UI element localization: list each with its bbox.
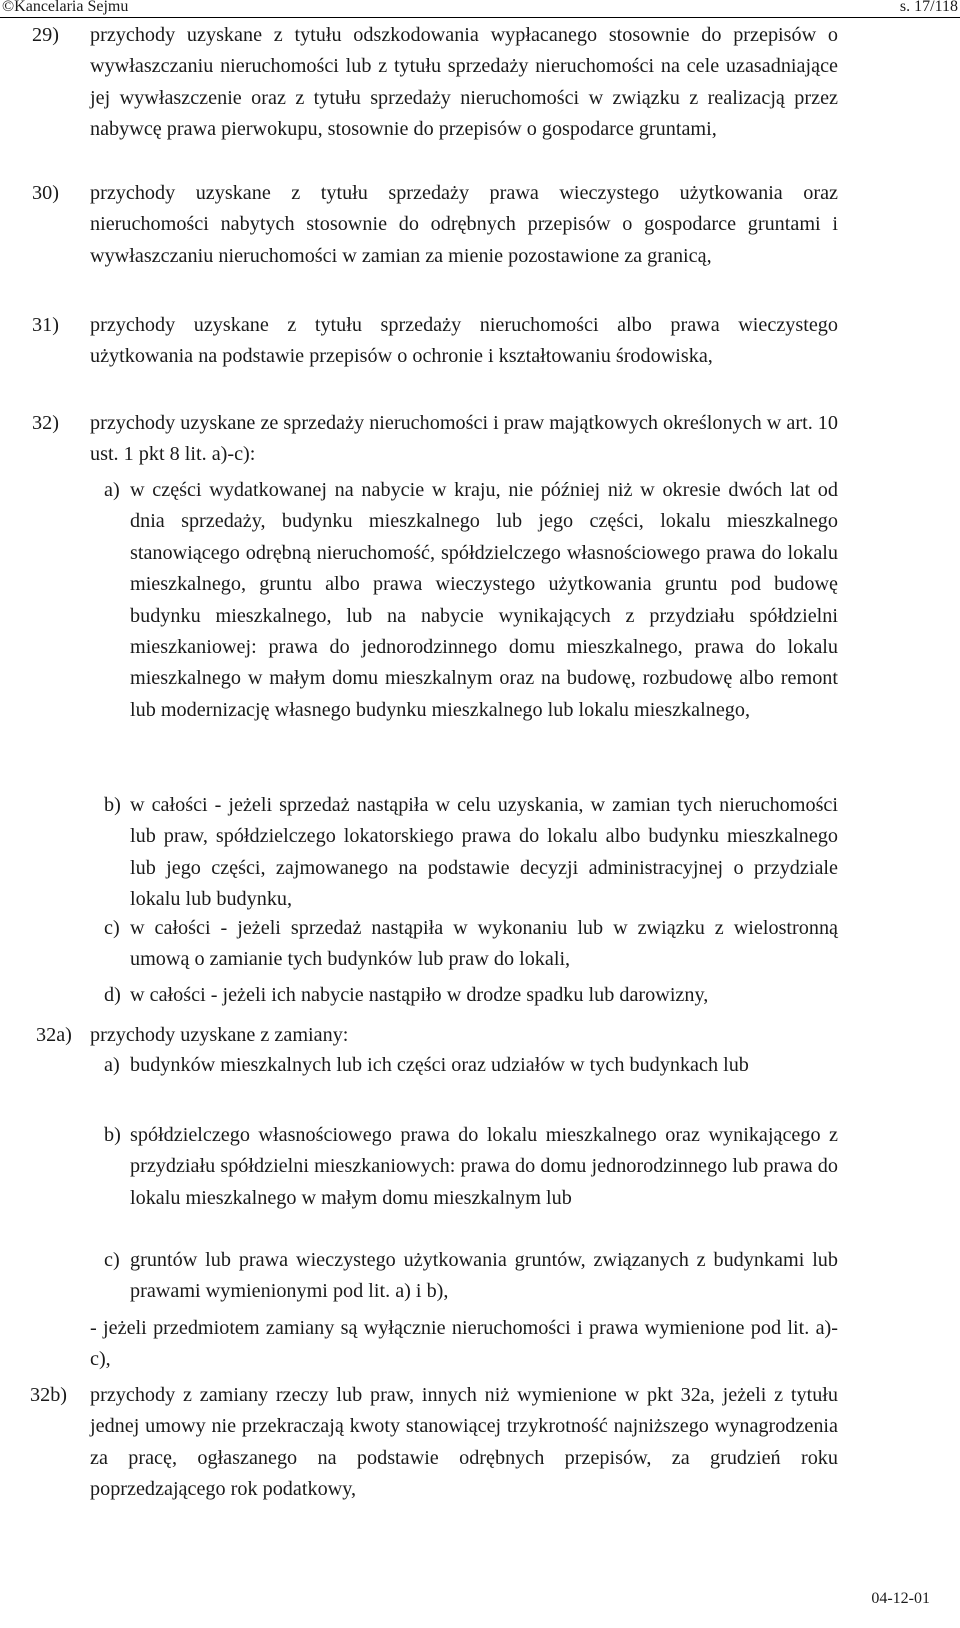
item-number-32: 32) (32, 412, 59, 434)
item-32-lit-c-number: c) (104, 917, 120, 939)
item-32a-lit-b-number: b) (104, 1124, 121, 1146)
item-32-lit-a-text: w części wydatkowanej na nabycie w kraju, nie później niż w okresie dwóch lat od dnia sprzedaży, budynku mieszkalnego lub jego części, lokalu mieszkalnego stanowiącego odrębną nieruchomość, spółdzielczego własnościowego prawa do lokalu mieszkalnego, gruntu albo prawa wieczystego użytkowania gruntu pod budowę budynku mieszkalnego, lub na nabycie wynikających z przydziału spółdzielni mieszkaniowej: prawa do jednorodzinnego domu mieszkalnego, prawa do lokalu mieszkalnego w małym domu mieszkalnym oraz na budowę, rozbudowę albo remont lub modernizację własnego budynku mieszkalnego lub lokalu mieszkalnego, (130, 479, 838, 721)
header-page-number: s. 17/118 (899, 0, 958, 15)
item-32a-lit-b-text: spółdzielczego własnościowego prawa do lokalu mieszkalnego oraz wynikającego z przydziału spółdzielni mieszkaniowych: prawa do domu jednorodzinnego lub prawa do lokalu mieszkalnego w małym domu mieszkalnym lub (130, 1124, 838, 1209)
item-30-text: przychody uzyskane z tytułu sprzedaży prawa wieczystego użytkowania oraz nieruchomości nabytych stosownie do odrębnych przepisów o gospodarce gruntami i wywłaszczaniu nieruchomości w zamian za mienie pozostawione za granicą, (90, 182, 838, 267)
item-32a-lit-c-text: gruntów lub prawa wieczystego użytkowania gruntów, związanych z budynkami lub prawami wymienionymi pod lit. a) i b), (130, 1249, 838, 1303)
item-32-lit-a-number: a) (104, 479, 120, 501)
item-32b-text: przychody z zamiany rzeczy lub praw, innych niż wymienione w pkt 32a, jeżeli z tytułu jednej umowy nie przekraczają kwoty stanowiącej trzykrotność najniższego wynagrodzenia za pracę, ogłaszanego na podstawie odrębnych przepisów, za grudzień roku poprzedzającego rok podatkowy, (90, 1384, 838, 1501)
item-29-text: przychody uzyskane z tytułu odszkodowania wypłacanego stosownie do przepisów o wywłaszczaniu nieruchomości lub z tytułu sprzedaży nieruchomości na cele uzasadniające jej wywłaszczenie oraz z tytułu sprzedaży nieruchomości w związku z realizacją przez nabywcę prawa pierwokupu, stosownie do przepisów o gospodarce gruntami, (90, 24, 838, 141)
item-32-lit-c-text: w całości - jeżeli sprzedaż nastąpiła w wykonaniu lub w związku z wielostronną umową o zamianie tych budynków lub praw do lokali, (130, 917, 838, 971)
header-source: ©Kancelaria Sejmu (2, 0, 129, 15)
item-32-lit-d-number: d) (104, 984, 121, 1006)
header-rule (0, 17, 960, 18)
item-32-text: przychody uzyskane ze sprzedaży nieruchomości i praw majątkowych określonych w art. 10 ust. 1 pkt 8 lit. a)-c): (90, 412, 838, 466)
item-32a-text: przychody uzyskane z zamiany: (90, 1024, 349, 1046)
item-32a-lit-a-text: budynków mieszkalnych lub ich części oraz udziałów w tych budynkach lub (130, 1054, 749, 1076)
item-32-lit-d-text: w całości - jeżeli ich nabycie nastąpiło w drodze spadku lub darowizny, (130, 984, 709, 1006)
item-32a-closing-text: - jeżeli przedmiotem zamiany są wyłącznie nieruchomości i prawa wymienione pod lit. a)-c), (90, 1317, 838, 1371)
item-number-29: 29) (32, 24, 59, 46)
item-number-32b: 32b) (30, 1384, 68, 1406)
item-32a-lit-c-number: c) (104, 1249, 120, 1271)
item-number-31: 31) (32, 314, 59, 336)
item-number-32a: 32a) (36, 1024, 72, 1046)
item-31-text: przychody uzyskane z tytułu sprzedaży nieruchomości albo prawa wieczystego użytkowania na podstawie przepisów o ochronie i kształtowaniu środowiska, (90, 314, 838, 368)
footer-date: 04-12-01 (871, 1590, 930, 1607)
item-32a-lit-a-number: a) (104, 1054, 120, 1076)
item-32-lit-b-number: b) (104, 794, 121, 816)
item-number-30: 30) (32, 182, 59, 204)
item-32-lit-b-text: w całości - jeżeli sprzedaż nastąpiła w celu uzyskania, w zamian tych nieruchomości lub praw, spółdzielczego lokatorskiego prawa do lokalu albo budynku mieszkalnego lub jego części, zajmowanego na podstawie decyzji administracyjnej o przydziale lokalu lub budynku, (130, 794, 838, 911)
page-header (0, 0, 960, 18)
